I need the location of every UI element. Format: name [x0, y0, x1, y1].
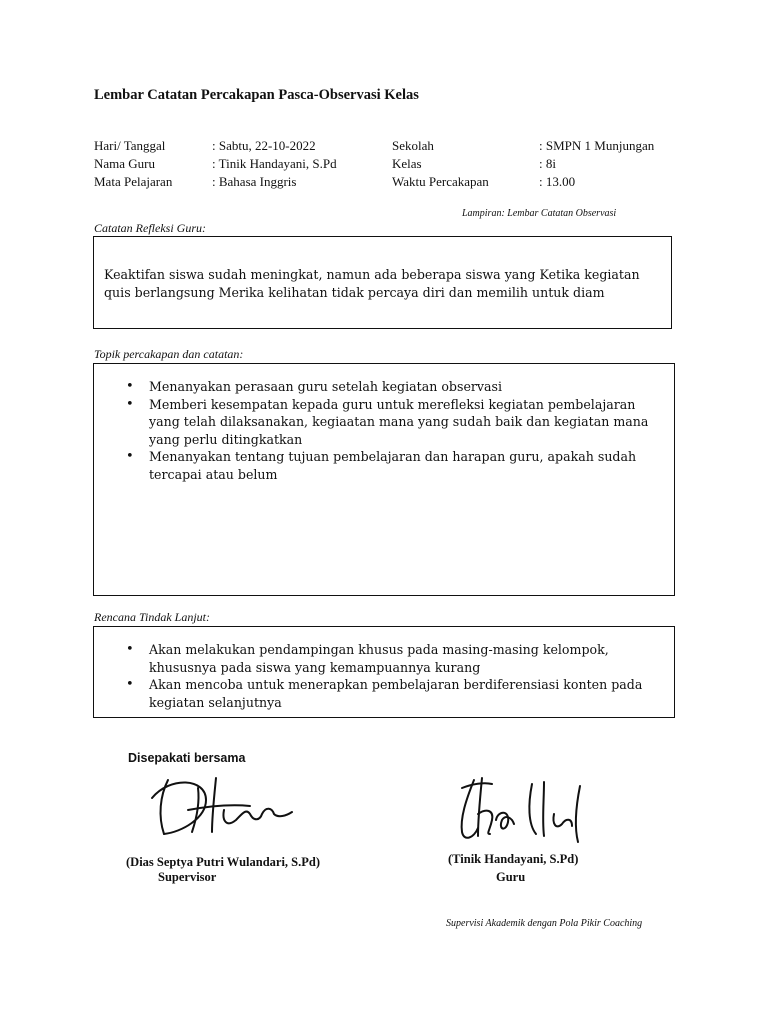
footer-text: Supervisi Akademik dengan Pola Pikir Coaching: [446, 918, 643, 929]
info-row: [94, 174, 694, 192]
list-item: • Akan melakukan pendampingan khusus pada masing-masing kelompok, khususnya pada siswa yang kemampuannya kurang: [94, 641, 660, 676]
info-label: Kelas: [392, 156, 422, 171]
followup-box: [93, 626, 675, 718]
list-item: • Akan mencoba untuk menerapkan pembelajaran berdiferensiasi konten pada kegiatan selanjutnya: [94, 676, 660, 711]
topics-label: Topik percakapan dan catatan:: [94, 347, 244, 361]
info-table: [94, 138, 694, 192]
info-row: [94, 156, 694, 174]
info-label: Mata Pelajaran: [94, 174, 173, 189]
teacher-role: Guru: [496, 870, 526, 884]
followup-list: [94, 641, 660, 711]
teacher-name: (Tinik Handayani, S.Pd): [448, 852, 579, 866]
info-value: : Tinik Handayani, S.Pd: [212, 156, 337, 171]
reflection-label: Catatan Refleksi Guru:: [94, 221, 206, 235]
topics-list: [94, 378, 660, 483]
info-value: : Sabtu, 22-10-2022: [212, 138, 316, 153]
supervisor-name: (Dias Septya Putri Wulandari, S.Pd): [126, 855, 321, 869]
info-value: : Bahasa Inggris: [212, 174, 297, 189]
list-item: • Menanyakan tentang tujuan pembelajaran dan harapan guru, apakah sudah tercapai atau belum: [94, 448, 660, 483]
teacher-signature: [452, 770, 602, 850]
document-title: Lembar Catatan Percakapan Pasca-Observasi Kelas: [94, 87, 419, 103]
attachment-note: Lampiran: Lembar Catatan Observasi: [462, 208, 617, 219]
info-value: : SMPN 1 Munjungan: [539, 138, 655, 153]
list-item: • Menanyakan perasaan guru setelah kegiatan observasi: [94, 378, 660, 396]
reflection-text: Keaktifan siswa sudah meningkat, namun ada beberapa siswa yang Ketika kegiatan quis berlangsung Merika kelihatan tidak percaya diri dan memilih untuk diam: [104, 267, 640, 300]
info-value: : 13.00: [539, 174, 576, 189]
followup-label: Rencana Tindak Lanjut:: [94, 610, 210, 624]
info-label: Waktu Percakapan: [392, 174, 489, 189]
reflection-box: [93, 236, 672, 329]
info-row: [94, 138, 694, 156]
info-value: : 8i: [539, 156, 556, 171]
list-item: • Memberi kesempatan kepada guru untuk merefleksi kegiatan pembelajaran yang telah dilaksanakan, kegiaatan mana yang sudah baik dan kegiatan mana yang perlu ditingkatkan: [94, 396, 660, 449]
info-label: Sekolah: [392, 138, 434, 153]
agreement-label: Disepakati bersama: [128, 751, 246, 765]
supervisor-signature: [140, 768, 300, 844]
info-label: Hari/ Tanggal: [94, 138, 166, 153]
info-label: Nama Guru: [94, 156, 156, 171]
topics-box: [93, 363, 675, 596]
supervisor-role: Supervisor: [158, 870, 217, 884]
